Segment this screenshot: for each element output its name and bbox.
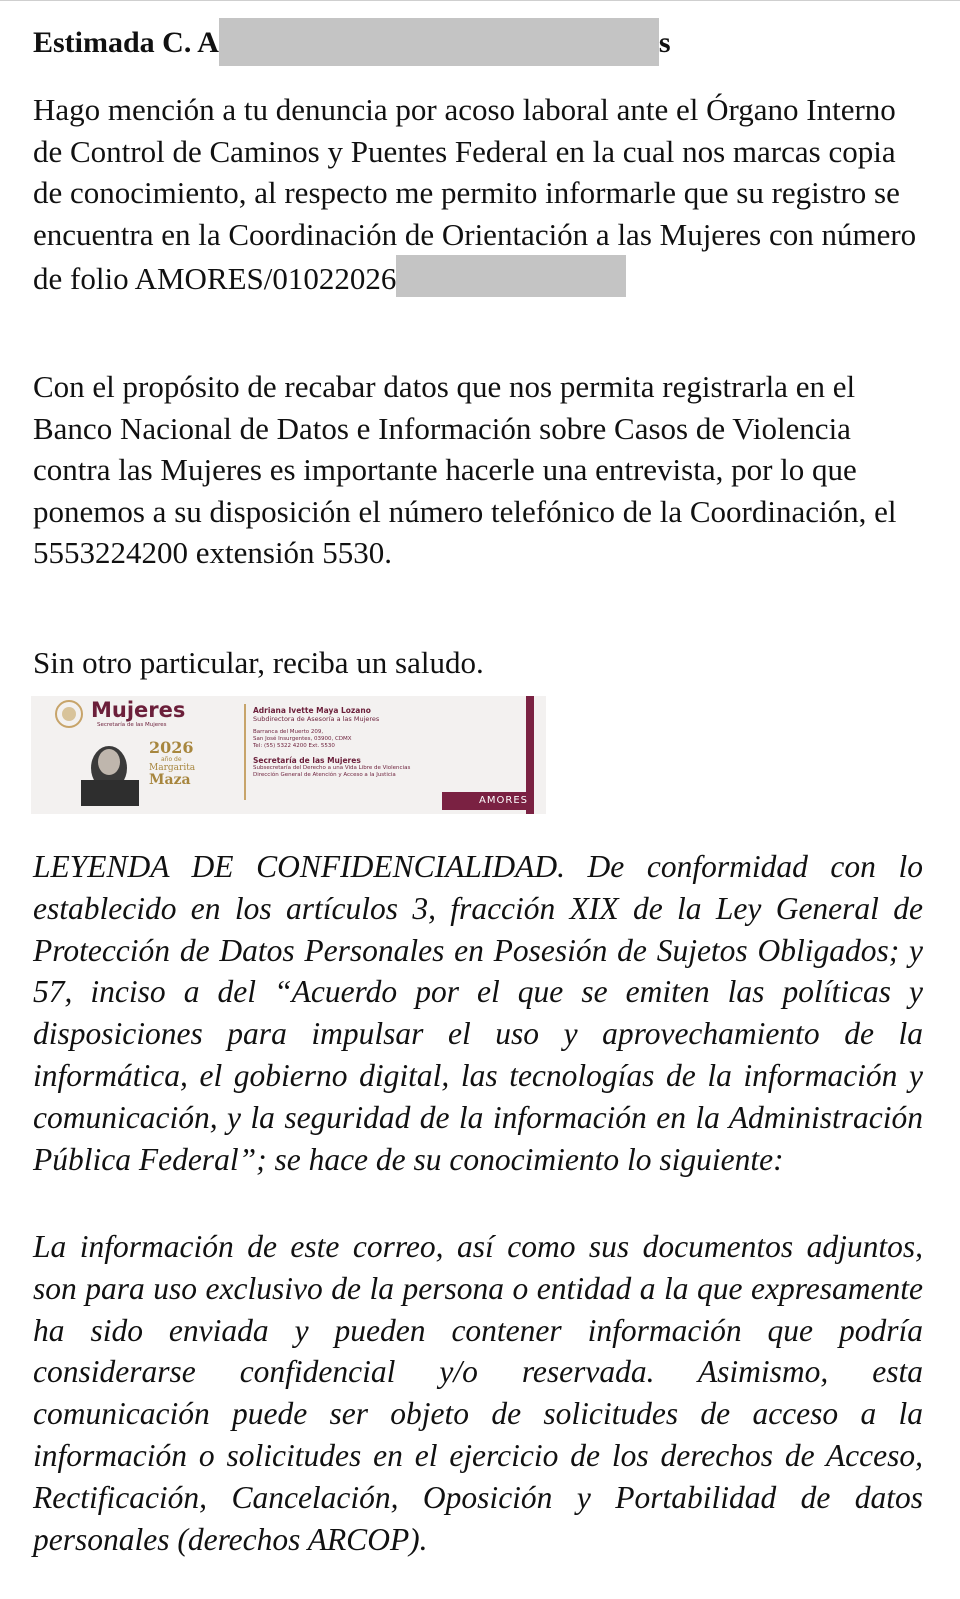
mujeres-logo-text: Mujeres <box>91 698 186 722</box>
mujeres-logo-subtitle: Secretaría de las Mujeres <box>97 722 167 728</box>
closing-line: Sin otro particular, reciba un saludo. <box>33 645 484 680</box>
paragraph-complaint-text: Hago mención a tu denuncia por acoso laboral ante el Órgano Interno de Control de Caminos y Puentes Federal en la cual nos marcas copia de conocimiento, al respecto me permito informarle que su registro se encuentra en la Coordinación de Orientación a las Mujeres con número de <box>33 92 917 296</box>
address-line-1: Barranca del Muerto 209, <box>253 729 324 735</box>
confidentiality-legend: LEYENDA DE CONFIDENCIALIDAD. De conformidad con lo establecido en los artículos 3, fracción XIX de la Ley General de Protección de Datos Personales en Posesión de Sujetos Obligados; y 57, inciso a del “Acuerdo por el que se emiten las políticas y disposiciones para impulsar el uso y aprovechamiento de la informática, el gobierno digital, las tecnologías de la información y comunicación, y la seguridad de la información en la Administración Pública Federal”; se hace de su conocimiento lo siguiente: <box>33 849 923 1177</box>
seal-center-icon <box>62 707 76 721</box>
org-name: Secretaría de las Mujeres <box>253 756 361 765</box>
greeting-prefix: Estimada C. A <box>33 26 219 59</box>
signer-name: Adriana Ivette Maya Lozano <box>253 706 371 715</box>
email-signature <box>31 696 546 814</box>
year-caption-3: Maza <box>149 772 191 788</box>
paragraph-interview: Con el propósito de recabar datos que nos permita registrarla en el Banco Nacional de Datos e Información sobre Casos de Violencia contra las Mujeres es importante hacerle una entrevista, por lo que ponemos a su disposición el número telefónico de la Coordinación, el 5553224200 extensión 5530. <box>33 369 897 570</box>
redacted-name <box>219 18 659 66</box>
phone-line: Tel: (55) 5322 4200 Ext. 5530 <box>253 743 335 749</box>
greeting <box>33 23 671 66</box>
org-line-1: Subsecretaría del Derecho a una Vida Libre de Violencias <box>253 765 411 771</box>
portrait-shoulders-icon <box>81 780 139 806</box>
year-label: 2026 <box>149 738 194 757</box>
signature-details <box>253 706 543 779</box>
year-caption-2: Margarita <box>149 763 196 773</box>
signature-divider <box>244 704 246 800</box>
confidentiality-notice: La información de este correo, así como sus documentos adjuntos, son para uso exclusivo de la persona o entidad a la que expresamente ha sido enviada y pueden contener información que podría considerarse confidencial y/o reservada. Asimismo, esta comunicación puede ser objeto de solicitudes de acceso a la información o solicitudes en el ejercicio de los derechos de Acceso, Rectificación, Cancelación, Oposición y Portabilidad de datos personales (derechos ARCOP). <box>33 1229 923 1557</box>
redacted-folio <box>396 255 626 297</box>
paragraph-complaint <box>33 89 923 300</box>
folio-number: folio AMORES/01022026 <box>70 261 397 296</box>
org-line-2: Dirección General de Atención y Acceso a la Justicia <box>253 772 396 778</box>
address-line-2: San José Insurgentes, 03900, CDMX <box>253 736 352 742</box>
signer-role: Subdirectora de Asesoría a las Mujeres <box>253 715 380 723</box>
greeting-suffix: s <box>658 26 671 59</box>
year-caption-1: año de <box>161 756 182 763</box>
amores-badge: AMORES <box>442 792 534 810</box>
signature-logos <box>31 696 241 814</box>
